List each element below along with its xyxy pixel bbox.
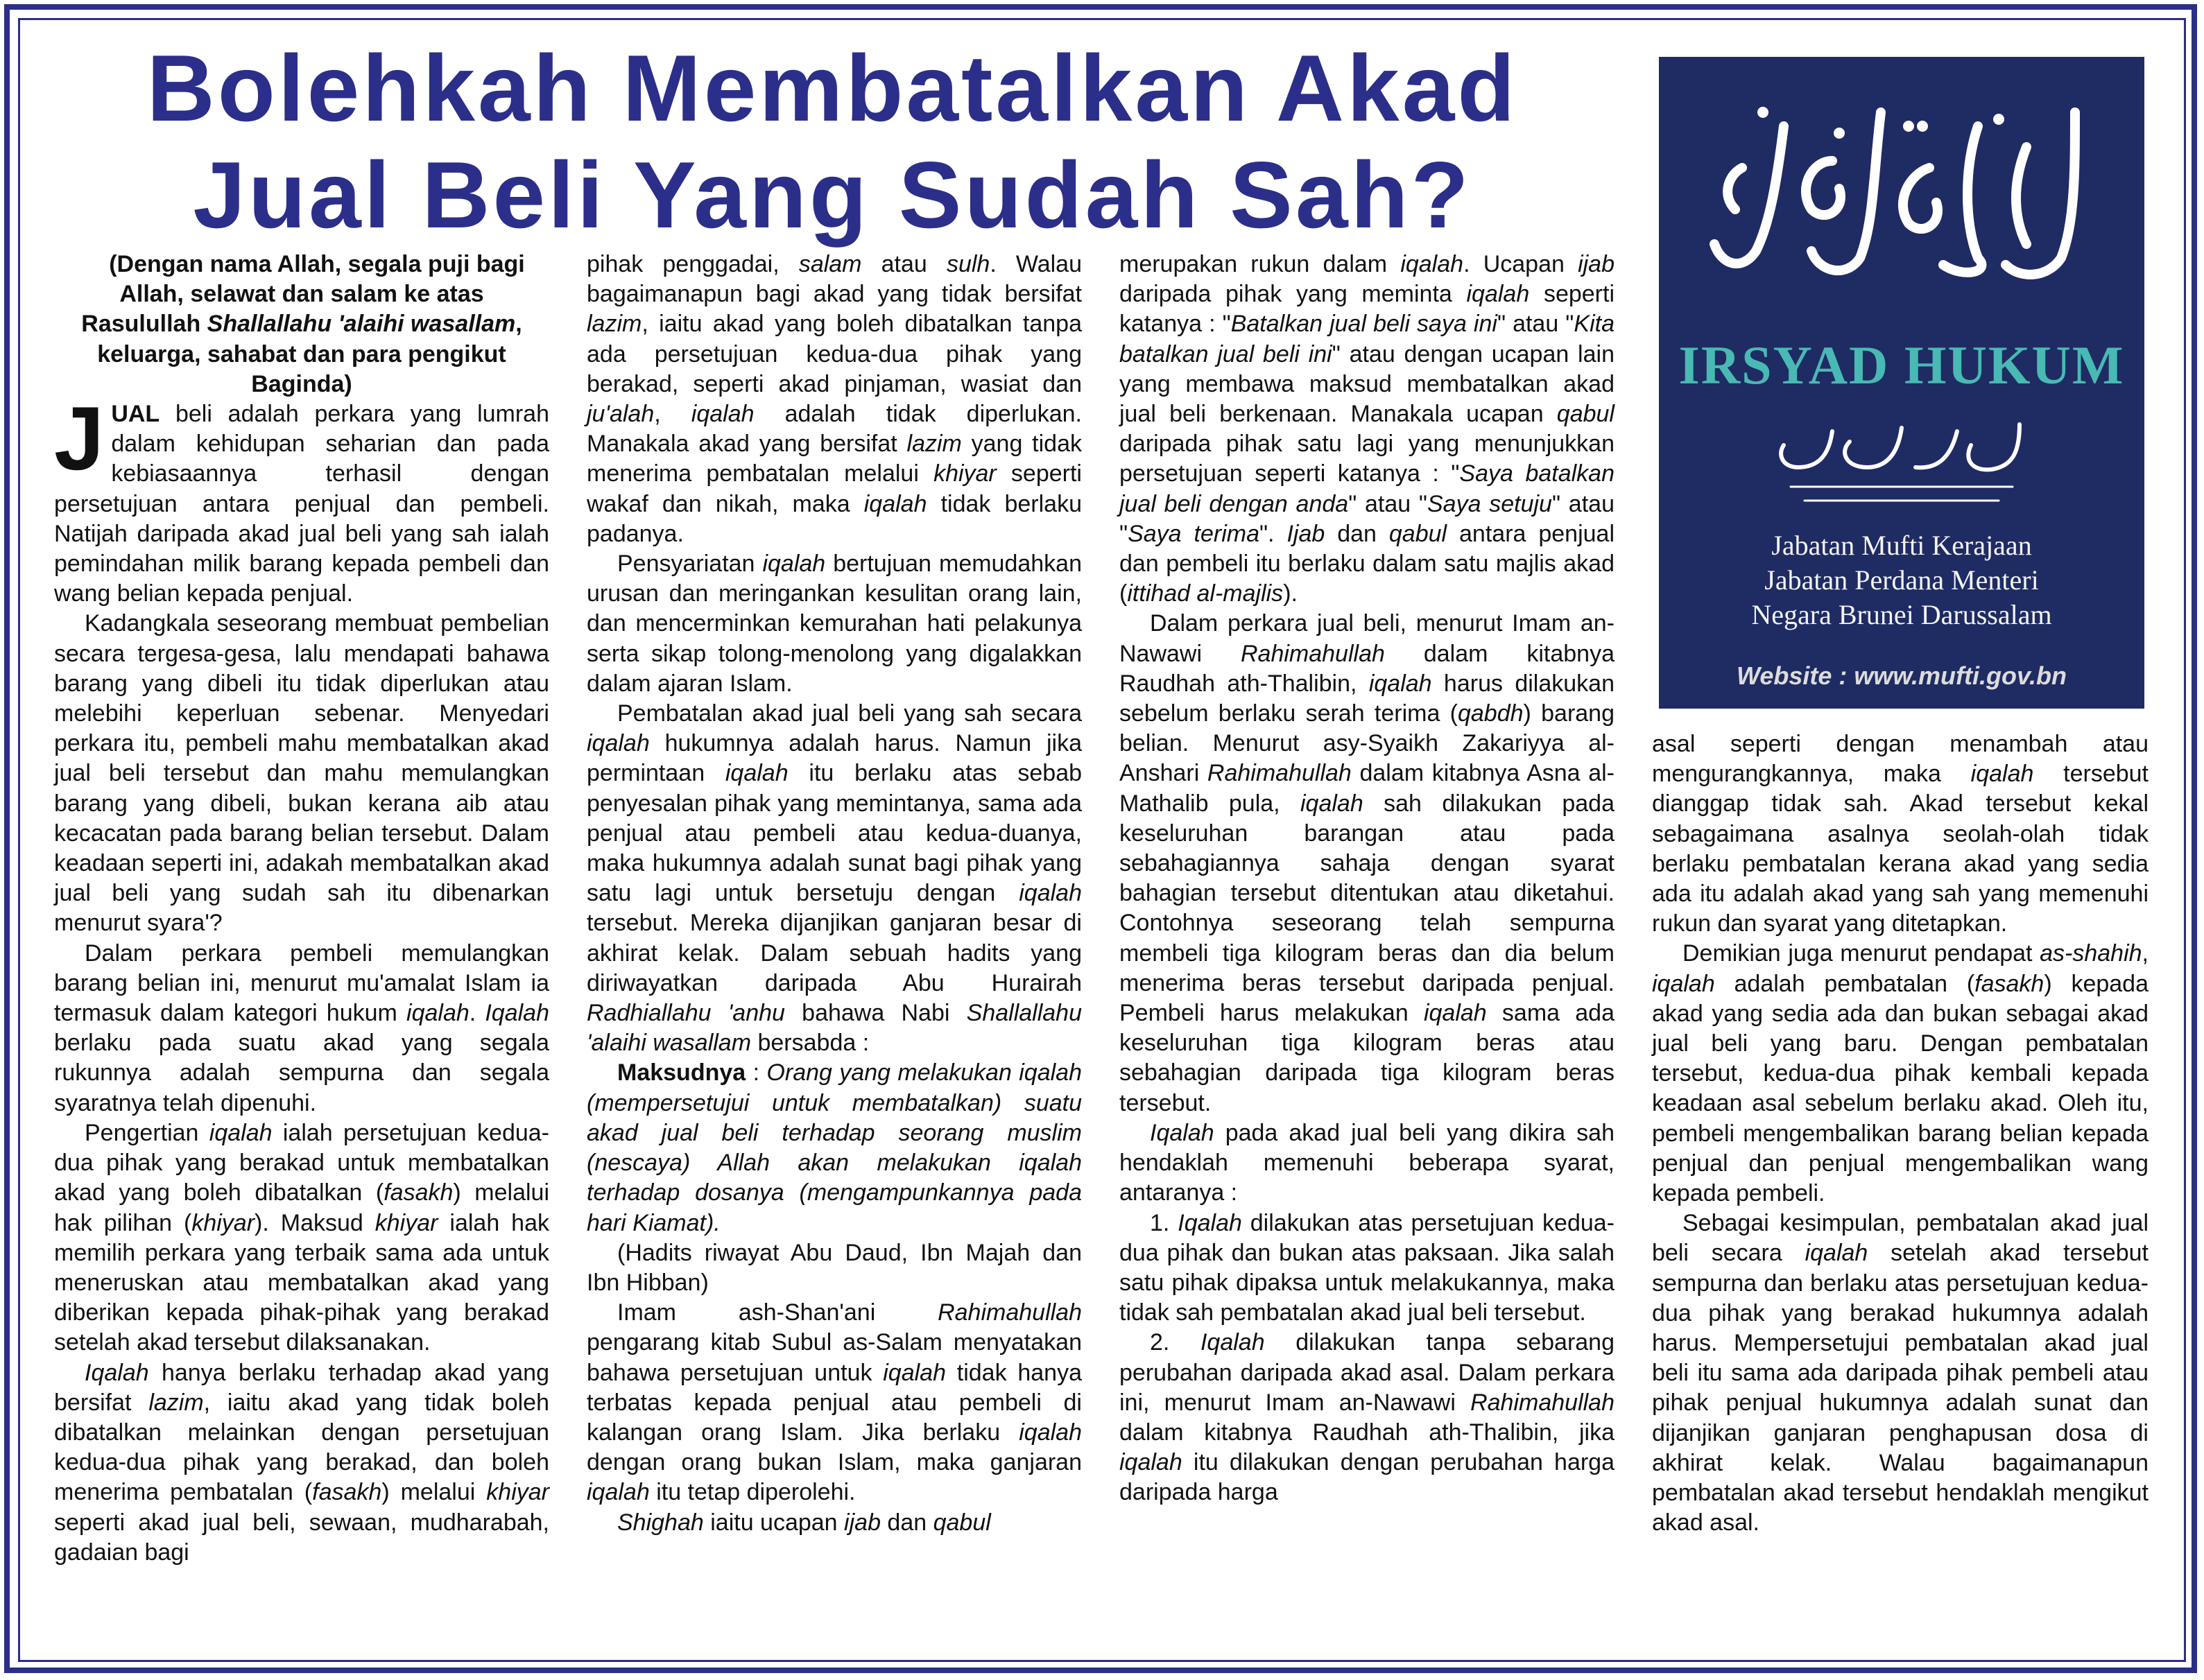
list-item: 1. Iqalah dilakukan atas persetujuan kedua-dua pihak dan bukan atas paksaan. Jika salah satu pihak dipaksa untuk melakukannya, maka tidak sah pembatalan akad jual beli tersebut. <box>1119 1209 1615 1326</box>
paragraph: Demikian juga menurut pendapat as-shahih, iqalah adalah pembatalan (fasakh) kepada akad yang sedia ada dan bukan sebagai akad jual beli yang baru. Dengan pembatalan tersebut, kedua-dua pihak kembali kepada keadaan asal sebelum berlaku akad. Oleh itu, pembeli mengembalikan barang belian kepada penjual dan penjual mengembalikan wang kepada pembeli. <box>1652 940 2149 1207</box>
paragraph: merupakan rukun dalam iqalah. Ucapan ijab daripada pihak yang meminta iqalah seperti katanya : "Batalkan jual beli saya ini" atau "Kita batalkan jual beli ini" atau dengan ucapan lain yang membawa maksud membatalkan akad jual beli berkenaan. Manakala ucapan qabul daripada pihak satu lagi yang menunjukkan persetujuan seperti katanya : "Saya batalkan jual beli dengan anda" atau "Saya setuju" atau "Saya terima". Ijab dan qabul antara penjual dan pembeli itu berlaku dalam satu majlis akad (ittihad al-majlis). <box>1119 251 1615 607</box>
department-line-1: Jabatan Mufti Kerajaan <box>1771 530 2032 561</box>
irsyad-hukum-logo <box>1659 57 2144 709</box>
department-line-3: Negara Brunei Darussalam <box>1751 599 2052 630</box>
article-column-2 <box>587 250 1082 1538</box>
drop-cap: J <box>54 388 105 490</box>
title-line-1: Bolehkah Membatalkan Akad <box>146 35 1518 141</box>
article-column-4 <box>1652 729 2149 1538</box>
article-column-1 <box>54 250 549 1568</box>
paragraph: JUAL beli adalah perkara yang lumrah dalam kehidupan seharian dan pada kebiasaannya terhasil dengan persetujuan antara penjual dan pembeli. Natijah daripada akad jual beli yang sah ialah pemindahan milik barang kepada pembeli dan wang belian kepada penjual. <box>54 388 549 607</box>
brand-name: IRSYAD HUKUM <box>1678 335 2125 395</box>
paragraph: pihak penggadai, salam atau sulh. Walau bagaimanapun bagi akad yang tidak bersifat lazim, iaitu akad yang boleh dibatalkan tanpa ada persetujuan kedua-dua pihak yang berakad, seperti akad pinjaman, wasiat dan ju'alah, iqalah adalah tidak diperlukan. Manakala akad yang bersifat lazim yang tidak menerima pembatalan melalui khiyar seperti wakaf dan nikah, maka iqalah tidak berlaku padanya. <box>587 251 1082 547</box>
website-link[interactable]: Website : www.mufti.gov.bn <box>1736 661 2067 690</box>
paragraph: Kadangkala seseorang membuat pembelian secara tergesa-gesa, lalu mendapati bahawa barang yang dibeli itu tidak diperlukan atau melebihi keperluan sebenar. Menyedari perkara itu, pembeli mahu membatalkan akad jual beli tersebut dan mahu memulangkan barang yang dibeli, bukan kerana aib atau kecacatan pada barang belian tersebut. Dalam keadaan seperti ini, adakah membatalkan akad jual beli yang sudah sah itu dibenarkan menurut syara'? <box>54 610 549 937</box>
paragraph: Iqalah hanya berlaku terhadap akad yang bersifat lazim, iaitu akad yang tidak boleh dibatalkan melainkan dengan persetujuan kedua-dua pihak yang berakad, dan boleh menerima pembatalan (fasakh) melalui khiyar seperti akad jual beli, sewaan, mudharabah, gadaian bagi <box>54 1359 549 1566</box>
department-lines <box>1659 528 2144 632</box>
paragraph: Dalam perkara pembeli memulangkan barang belian ini, menurut mu'amalat Islam ia termasuk dalam kategori hukum iqalah. Iqalah berlaku pada suatu akad yang segala rukunnya adalah sempurna dan segala syaratnya telah dipenuhi. <box>54 939 549 1116</box>
list-item: 2. Iqalah dilakukan tanpa sebarang perubahan daripada akad asal. Dalam perkara ini, menurut Imam an-Nawawi Rahimahullah dalam kitabnya Raudhah ath-Thalibin, jika iqalah itu dilakukan dengan perubahan harga daripada harga <box>1119 1329 1615 1506</box>
article-column-3 <box>1119 250 1615 1508</box>
arabic-subtitle-icon <box>1763 404 2040 514</box>
paragraph: Sebagai kesimpulan, pembatalan akad jual beli secara iqalah setelah akad tersebut sempurna dan berlaku atas persetujuan kedua-dua pihak yang berakad hukumnya adalah harus. Mempersetujui pembatalan akad jual beli itu sama ada daripada pihak pembeli atau pihak penjual hukumnya adalah sunat dan dijanjikan ganjaran penghapusan dosa di akhirat kelak. Walau bagaimanapun pembatalan akad tersebut hendaklah mengikut akad asal. <box>1652 1210 2149 1536</box>
paragraph: Iqalah pada akad jual beli yang dikira sah hendaklah memenuhi beberapa syarat, antaranya : <box>1119 1119 1615 1206</box>
paragraph: Shighah iaitu ucapan ijab dan qabul <box>617 1509 991 1536</box>
department-line-2: Jabatan Perdana Menteri <box>1764 564 2039 596</box>
article-title <box>42 35 1623 248</box>
paragraph: Pembatalan akad jual beli yang sah secara iqalah hukumnya adalah harus. Namun jika permintaan iqalah itu berlaku atas sebab penyesalan pihak yang memintanya, sama ada penjual atau pembeli atau kedua-duanya, maka hukumnya adalah sunat bagi pihak yang satu lagi untuk bersetuju dengan iqalah tersebut. Mereka dijanjikan ganjaran besar di akhirat kelak. Dalam sebuah hadits yang diriwayatkan daripada Abu Hurairah Radhiallahu 'anhu bahawa Nabi Shallallahu 'alaihi wasallam bersabda : <box>587 700 1083 1057</box>
intro-bismillah: (Dengan nama Allah, segala puji bagi Allah, selawat dan salam ke atas Rasulullah Shallallahu 'alaihi wasallam, keluarga, sahabat dan para pengikut Baginda) <box>81 251 525 397</box>
paragraph: asal seperti dengan menambah atau mengurangkannya, maka iqalah tersebut dianggap tidak sah. Akad tersebut kekal sebagaimana asalnya seolah-olah tidak berlaku pembatalan kerana akad yang sedia ada itu adalah akad yang sah yang memenuhi rukun dan syarat yang ditetapkan. <box>1652 731 2149 937</box>
paragraph: (Hadits riwayat Abu Daud, Ibn Majah dan Ibn Hibban) <box>587 1239 1082 1296</box>
arabic-calligraphy-icon <box>1701 85 2103 293</box>
paragraph: Dalam perkara jual beli, menurut Imam an-Nawawi Rahimahullah dalam kitabnya Raudhah ath-Thalibin, iqalah harus dilakukan sebelum berlaku serah terima (qabdh) barang belian. Menurut asy-Syaikh Zakariyya al-Anshari Rahimahullah dalam kitabnya Asna al-Mathalib pula, iqalah sah dilakukan pada keseluruhan barangan atau pada sebahagiannya sahaja dengan syarat bahagian tersebut ditentukan atau diketahui. Contohnya seseorang telah sempurna membeli tiga kilogram beras dan dia belum menerima beras tersebut daripada penjual. Pembeli harus melakukan iqalah sama ada keseluruhan tiga kilogram beras atau sebahagian daripada tiga kilogram beras tersebut. <box>1119 610 1615 1116</box>
paragraph: Pensyariatan iqalah bertujuan memudahkan urusan dan meringankan kesulitan orang lain, dan mencerminkan kemurahan hati pelakunya serta sikap tolong-menolong yang digalakkan dalam ajaran Islam. <box>587 551 1083 697</box>
paragraph: Pengertian iqalah ialah persetujuan kedua-dua pihak yang berakad untuk membatalkan akad yang boleh dibatalkan (fasakh) melalui hak pilihan (khiyar). Maksud khiyar ialah hak memilih perkara yang terbaik sama ada untuk meneruskan atau membatalkan akad yang diberikan kepada pihak-pihak yang berakad setelah akad tersebut dilaksanakan. <box>54 1119 549 1356</box>
paragraph: Imam ash-Shan'ani Rahimahullah pengarang kitab Subul as-Salam menyatakan bahawa persetujuan untuk iqalah tidak hanya terbatas kepada penjual atau pembeli di kalangan orang Islam. Jika berlaku iqalah dengan orang bukan Islam, maka ganjaran iqalah itu tetap diperolehi. <box>587 1299 1082 1506</box>
paragraph: Maksudnya : Orang yang melakukan iqalah (mempersetujui untuk membatalkan) suatu akad jual beli terhadap seorang muslim (nescaya) Allah akan melakukan iqalah terhadap dosanya (mengampunkannya pada hari Kiamat). <box>587 1059 1082 1236</box>
title-line-2: Jual Beli Yang Sudah Sah? <box>193 142 1472 248</box>
